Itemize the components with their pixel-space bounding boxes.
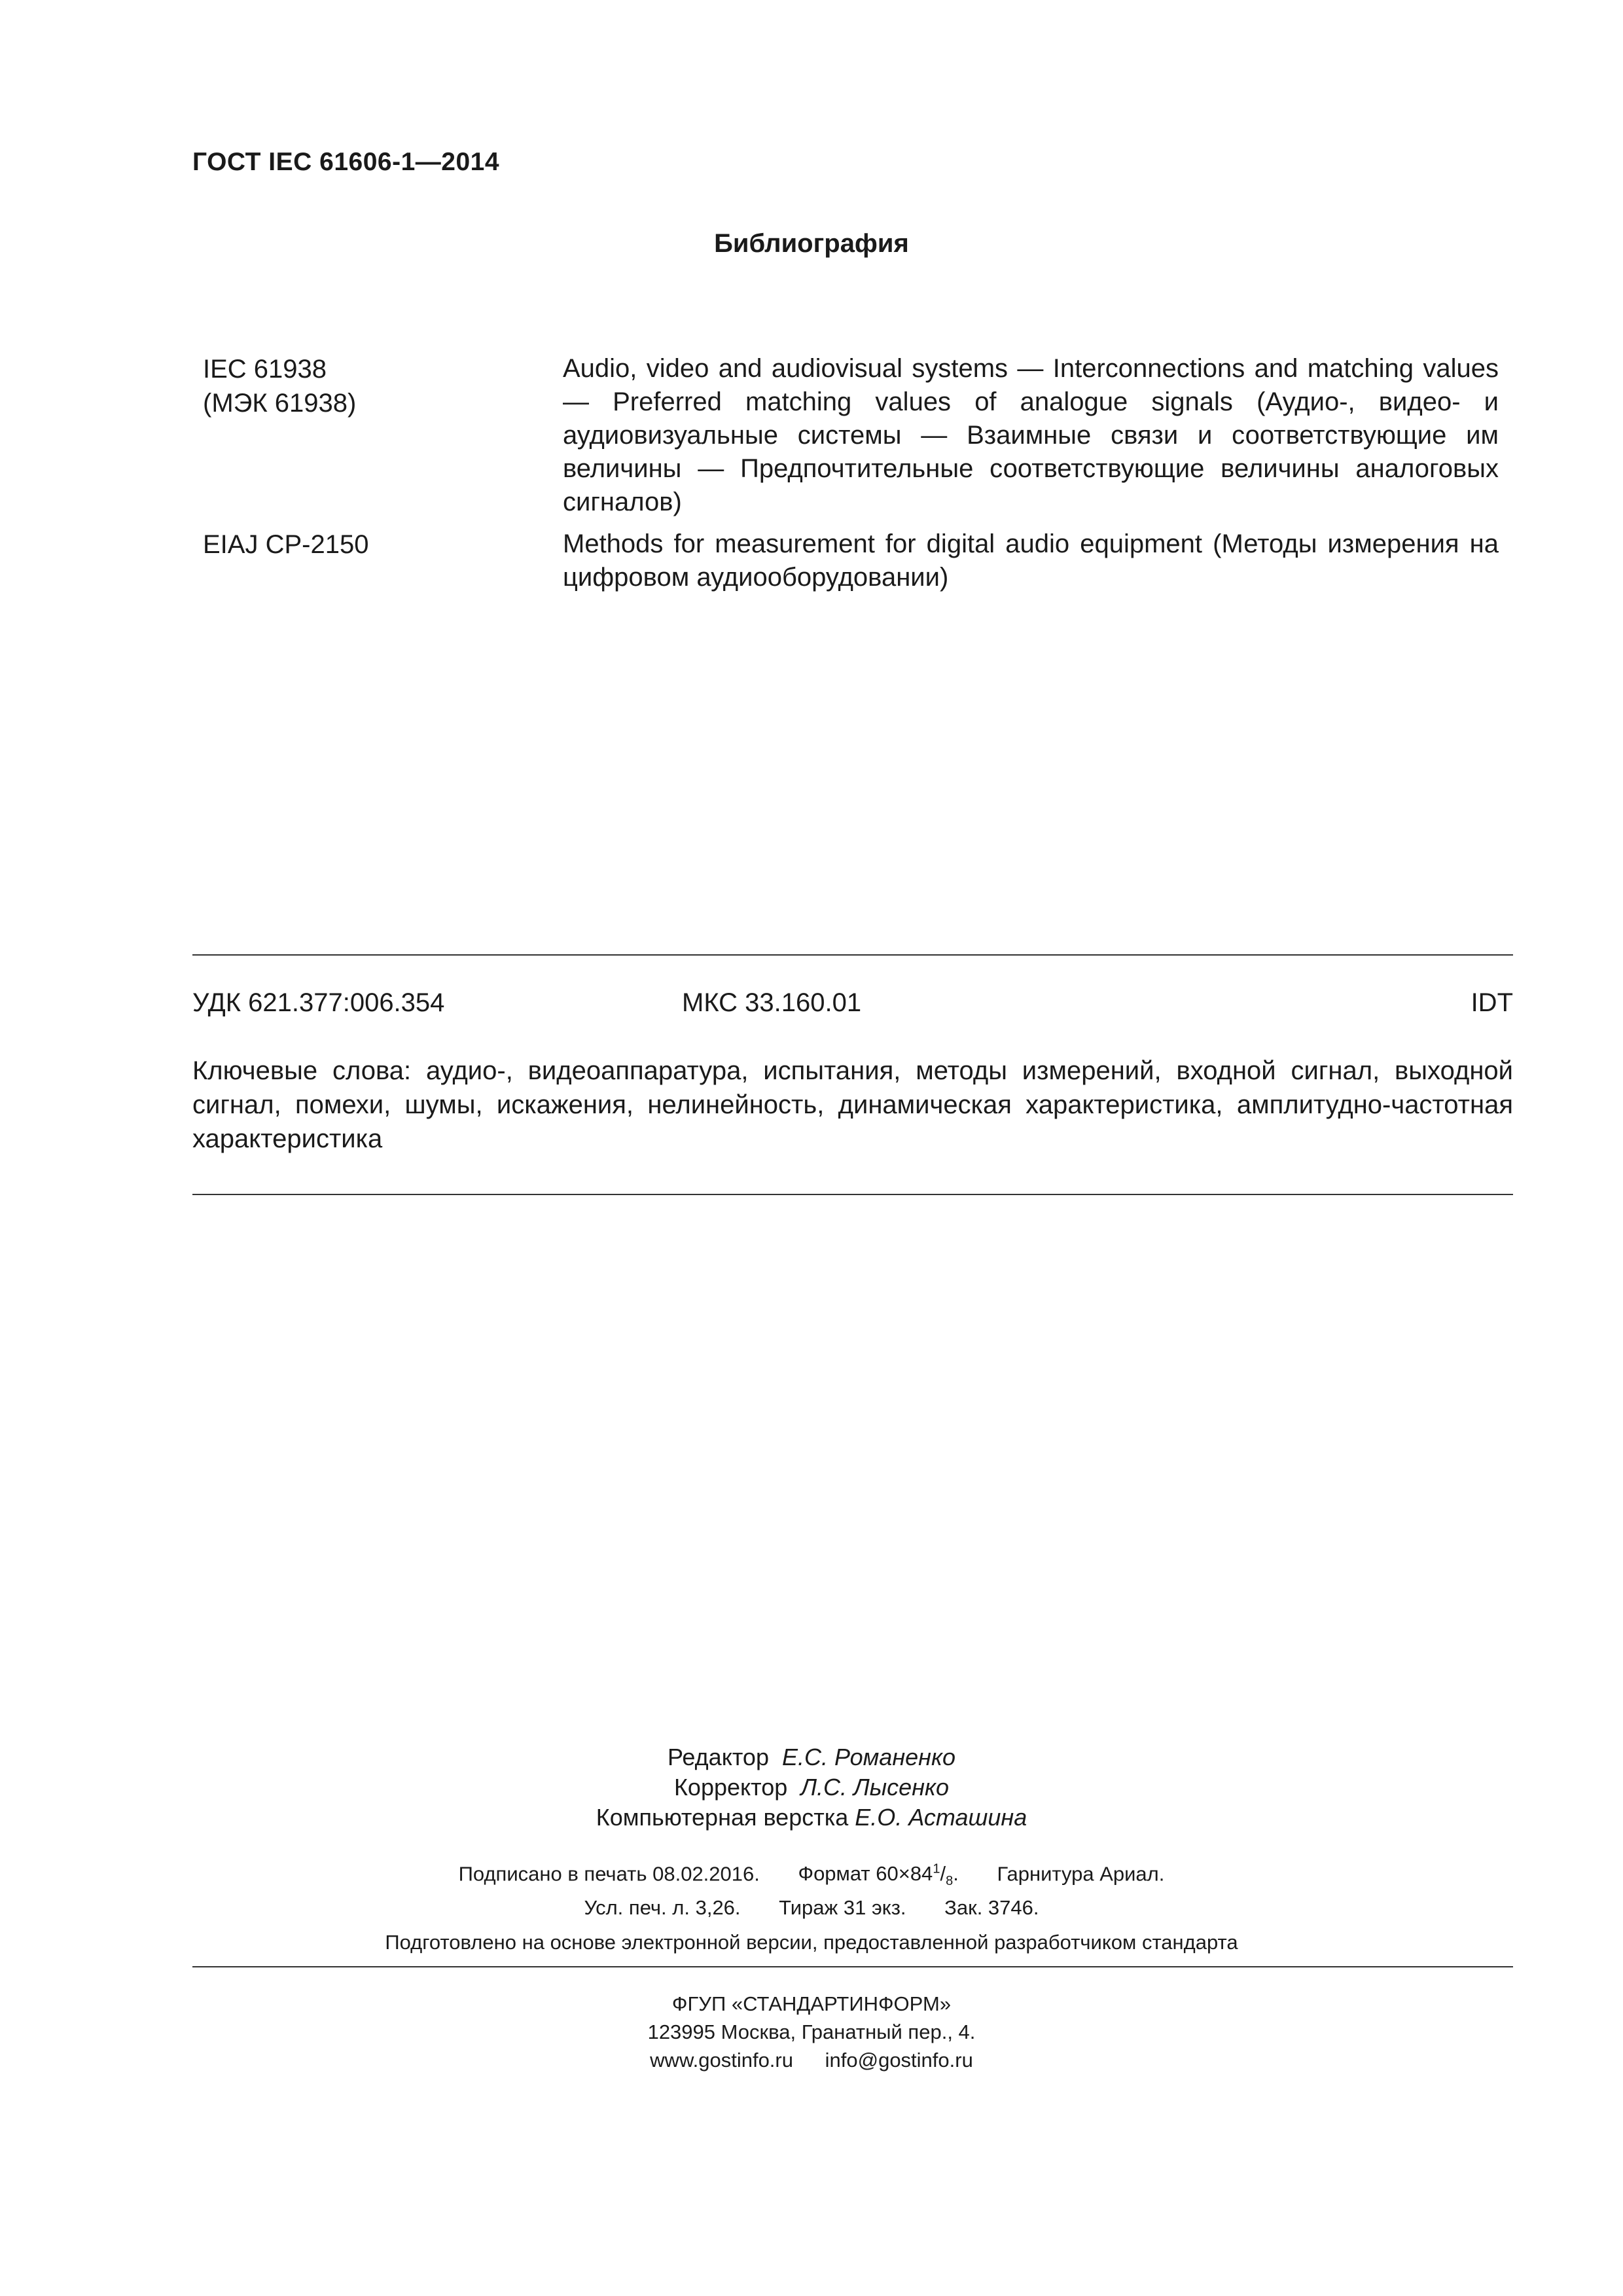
print-info-block bbox=[0, 1856, 1623, 1921]
layout-label: Компьютерная верстка bbox=[596, 1804, 849, 1831]
printed-sheets: Усл. печ. л. 3,26. bbox=[584, 1895, 741, 1919]
prepared-note: Подготовлено на основе электронной версии, предоставленной разработчиком стандарта bbox=[385, 1931, 1238, 1954]
signed-date: Подписано в печать 08.02.2016. bbox=[458, 1862, 760, 1886]
divider-line bbox=[192, 1194, 1513, 1195]
bibliography-entry-code bbox=[203, 528, 530, 562]
print-info-line bbox=[0, 1856, 1623, 1895]
publisher-contacts bbox=[0, 2046, 1623, 2074]
corrector-name: Л.С. Лысенко bbox=[800, 1774, 950, 1801]
editor-label: Редактор bbox=[668, 1744, 769, 1770]
page-header-standard-code: ГОСТ IEC 61606-1—2014 bbox=[192, 148, 500, 176]
keywords: Ключевые слова: аудио-, видеоаппаратура, испытания, методы измерений, входной сигнал, выходной сигнал, помехи, шумы, искажения, нелинейность, динамическая характеристика, амплитудно-частотная характеристика bbox=[192, 1056, 1513, 1153]
layout-line bbox=[0, 1803, 1623, 1833]
order-number: Зак. 3746. bbox=[944, 1895, 1039, 1919]
editor-name: Е.С. Романенко bbox=[781, 1744, 955, 1770]
corrector-line bbox=[0, 1772, 1623, 1803]
publisher-email-link[interactable]: info@gostinfo.ru bbox=[825, 2049, 973, 2072]
publisher-website-link[interactable]: www.gostinfo.ru bbox=[650, 2049, 793, 2072]
divider-line bbox=[192, 954, 1513, 956]
degree-of-correspondence: IDT bbox=[1471, 988, 1513, 1017]
publisher-name: ФГУП «СТАНДАРТИНФОРМ» bbox=[671, 1992, 952, 2015]
print-info-line bbox=[0, 1895, 1623, 1921]
mks-code: МКС 33.160.01 bbox=[682, 988, 862, 1017]
bibliography-entry-description: Methods for measurement for digital audio equipment (Методы измерения на цифровом аудиооборудовании) bbox=[563, 529, 1499, 592]
entry-code-line: (МЭК 61938) bbox=[203, 389, 357, 418]
bibliography-entry-code bbox=[203, 352, 530, 420]
entry-code-line: IEC 61938 bbox=[203, 355, 327, 384]
print-run: Тираж 31 экз. bbox=[779, 1895, 906, 1919]
layout-name: Е.О. Асташина bbox=[855, 1804, 1027, 1831]
publisher-address: 123995 Москва, Гранатный пер., 4. bbox=[647, 2020, 976, 2043]
credits-block bbox=[0, 1742, 1623, 1833]
typeface: Гарнитура Ариал. bbox=[997, 1862, 1165, 1886]
divider-line bbox=[192, 1966, 1513, 1967]
editor-line bbox=[0, 1742, 1623, 1772]
bibliography-entry-description: Audio, video and audiovisual systems — Interconnections and matching values — Preferred matching values of analogue signals (Аудио-, видео- и аудиовизуальные системы — Взаимные связи и соответствующие им величины — Предпочтительные соответствующие величины аналоговых сигналов) bbox=[563, 354, 1499, 516]
corrector-label: Корректор bbox=[673, 1774, 788, 1801]
publisher-block bbox=[0, 1990, 1623, 2074]
bibliography-title: Библиография bbox=[714, 229, 909, 258]
paper-format: Формат $60\times 84^1/_8$. bbox=[798, 1862, 959, 1889]
entry-code-line: EIAJ CP-2150 bbox=[203, 530, 369, 559]
udk-code: УДК 621.377:006.354 bbox=[192, 988, 445, 1017]
